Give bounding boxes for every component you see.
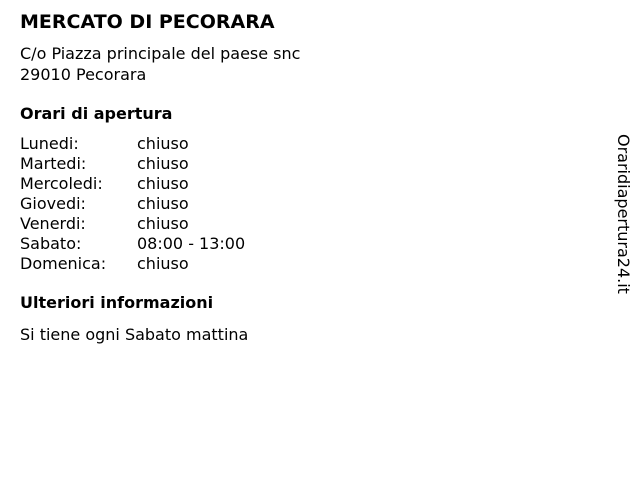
address-city: 29010 Pecorara [20, 65, 147, 84]
watermark-text: Oraridiapertura24.it [614, 134, 633, 294]
watermark [610, 134, 636, 309]
day-time: chiuso [137, 194, 189, 213]
address-street: C/o Piazza principale del paese snc [20, 44, 301, 63]
further-info-text: Si tiene ogni Sabato mattina [20, 325, 249, 344]
day-time: chiuso [137, 154, 189, 173]
day-label: Mercoledi: [20, 174, 103, 193]
hours-row-friday [20, 214, 245, 234]
hours-row-monday [20, 134, 245, 154]
opening-hours-table [20, 134, 245, 274]
day-time: chiuso [137, 134, 189, 153]
day-label: Sabato: [20, 234, 82, 253]
opening-hours-heading: Orari di apertura [20, 104, 173, 123]
day-label: Giovedi: [20, 194, 86, 213]
page-title: MERCATO DI PECORARA [20, 11, 275, 33]
hours-row-tuesday [20, 154, 245, 174]
day-label: Venerdi: [20, 214, 86, 233]
day-time: 08:00 - 13:00 [137, 234, 246, 253]
address-block [20, 43, 300, 85]
day-time: chiuso [137, 214, 189, 233]
further-info-heading: Ulteriori informazioni [20, 293, 214, 312]
hours-row-saturday [20, 234, 245, 254]
day-time: chiuso [137, 254, 189, 273]
day-label: Martedi: [20, 154, 87, 173]
day-time: chiuso [137, 174, 189, 193]
day-label: Domenica: [20, 254, 107, 273]
day-label: Lunedi: [20, 134, 79, 153]
hours-row-sunday [20, 254, 245, 274]
hours-row-thursday [20, 194, 245, 214]
hours-row-wednesday [20, 174, 245, 194]
